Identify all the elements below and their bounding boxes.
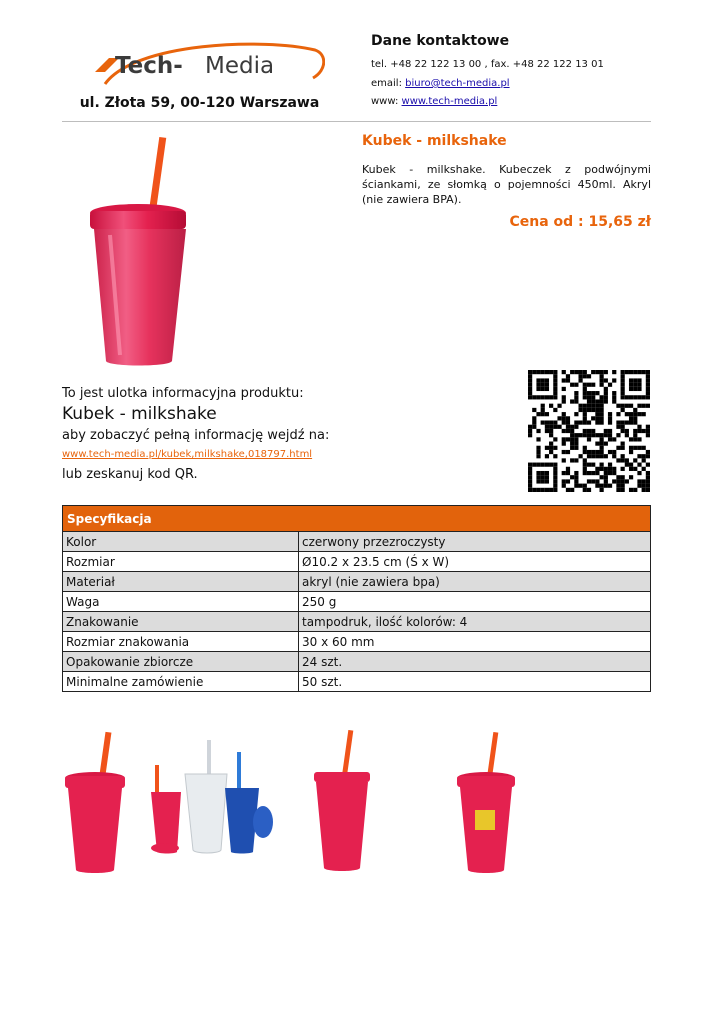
spec-table xyxy=(62,505,651,692)
info-visit-text: aby zobaczyć pełną informację wejdź na: xyxy=(62,428,330,443)
email-link[interactable]: biuro@tech-media.pl xyxy=(405,78,510,89)
info-scan-text: lub zeskanuj kod QR. xyxy=(62,467,198,482)
contact-www-line xyxy=(371,96,497,107)
spec-row xyxy=(63,592,651,612)
company-logo xyxy=(95,40,325,88)
spec-row xyxy=(63,652,651,672)
spec-label: Materiał xyxy=(63,572,299,592)
spec-row xyxy=(63,672,651,692)
spec-value: 50 szt. xyxy=(299,672,651,692)
spec-row xyxy=(63,572,651,592)
product-main-image xyxy=(80,135,200,370)
thumbnail-cup-lid xyxy=(62,730,132,880)
contact-phone: tel. +48 22 122 13 00 , fax. +48 22 122 13 01 xyxy=(371,59,604,70)
logo-text-tech: Tech- xyxy=(115,53,183,79)
thumbnail-color-variants xyxy=(145,730,275,880)
product-description: Kubek - milkshake. Kubeczek z podwójnymi ściankami, ze słomką o pojemności 450ml. Akryl (nie zawiera BPA). xyxy=(362,163,651,206)
info-intro: To jest ulotka informacyjna produktu: xyxy=(62,386,304,401)
product-page-link[interactable]: www.tech-media.pl/kubek,milkshake,018797.html xyxy=(62,449,313,460)
spec-label: Rozmiar znakowania xyxy=(63,632,299,652)
spec-value: tampodruk, ilość kolorów: 4 xyxy=(299,612,651,632)
spec-value: akryl (nie zawiera bpa) xyxy=(299,572,651,592)
thumbnail-cup-side xyxy=(312,730,372,880)
product-price: Cena od : 15,65 zł xyxy=(509,214,651,230)
www-label: www: xyxy=(371,96,402,107)
spec-label: Minimalne zamówienie xyxy=(63,672,299,692)
spec-label: Kolor xyxy=(63,532,299,552)
spec-label: Waga xyxy=(63,592,299,612)
product-title: Kubek - milkshake xyxy=(362,133,507,149)
spec-row xyxy=(63,552,651,572)
spec-value: 30 x 60 mm xyxy=(299,632,651,652)
spec-value: czerwony przezroczysty xyxy=(299,532,651,552)
header-divider xyxy=(62,121,651,122)
spec-row xyxy=(63,612,651,632)
logo-text-media: Media xyxy=(205,53,275,79)
info-product-name: Kubek - milkshake xyxy=(62,404,217,424)
spec-row xyxy=(63,532,651,552)
contact-email-line xyxy=(371,78,510,89)
email-label: email: xyxy=(371,78,406,89)
thumbnail-cup-printed xyxy=(455,730,520,880)
spec-header: Specyfikacja xyxy=(63,506,651,532)
spec-value: 250 g xyxy=(299,592,651,612)
www-link[interactable]: www.tech-media.pl xyxy=(401,96,498,107)
contact-title: Dane kontaktowe xyxy=(371,33,510,49)
spec-row xyxy=(63,632,651,652)
spec-value: Ø10.2 x 23.5 cm (Ś x W) xyxy=(299,552,651,572)
company-address: ul. Złota 59, 00-120 Warszawa xyxy=(79,95,320,111)
spec-label: Rozmiar xyxy=(63,552,299,572)
spec-label: Opakowanie zbiorcze xyxy=(63,652,299,672)
spec-label: Znakowanie xyxy=(63,612,299,632)
qr-code xyxy=(528,370,650,492)
spec-value: 24 szt. xyxy=(299,652,651,672)
